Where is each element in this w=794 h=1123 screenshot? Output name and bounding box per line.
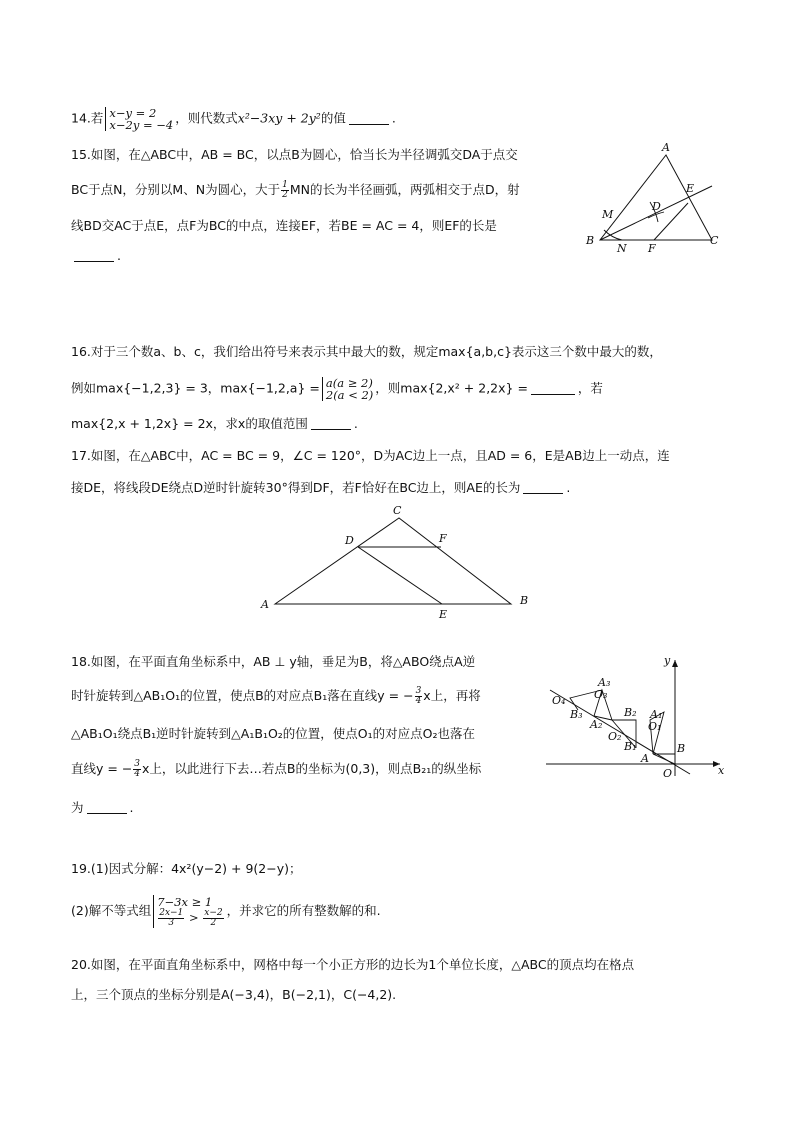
q19-frac-right-num: x−2 bbox=[204, 908, 223, 918]
q15-line2 bbox=[71, 180, 520, 200]
q15-label-b: B bbox=[586, 234, 595, 247]
q14-answer-blank[interactable] bbox=[349, 112, 389, 125]
question-14 bbox=[71, 107, 396, 131]
q15-ray-bd bbox=[600, 186, 712, 240]
q18-line4 bbox=[71, 759, 481, 779]
q15-label-n: N bbox=[617, 242, 627, 255]
q15-label-a: A bbox=[662, 141, 670, 154]
q17-line1: 17.如图，在△ABC中，AC = BC = 9，∠C = 120°，D为AC边上一点，且AD = 6，E是AB边上一动点，连 bbox=[71, 448, 670, 463]
q18-label-b2: B₂ bbox=[624, 706, 637, 719]
q18-figure bbox=[540, 650, 730, 785]
q14-if: 若 bbox=[90, 110, 104, 126]
q18-line3: △AB₁O₁绕点B₁逆时针旋转到△A₁B₁O₂的位置，使点O₁的对应点O₂也落在 bbox=[71, 726, 475, 741]
q15-frac-den: 2 bbox=[282, 190, 288, 200]
q18-label-o3: O₃ bbox=[594, 688, 608, 701]
q15-line3: 线BD交AC于点E，点F为BC的中点，连接EF，若BE = AC = 4，则EF的长是 bbox=[71, 218, 497, 233]
q18-triangle-abo bbox=[653, 754, 675, 764]
q18-label-o2: O₂ bbox=[608, 730, 622, 743]
q14-end: . bbox=[391, 110, 396, 126]
q16-piecewise bbox=[322, 377, 373, 401]
q17-figure bbox=[255, 500, 545, 620]
q18-label-a2: A₂ bbox=[590, 718, 603, 731]
q18-frac1-den: 4 bbox=[415, 696, 422, 706]
q15-line1: 15.如图，在△ABC中，AB = BC，以点B为圆心，恰当长为半径调弧交DA于点交 bbox=[71, 147, 518, 162]
q17-label-b: B bbox=[520, 594, 529, 607]
q18-label-o: O bbox=[663, 767, 673, 780]
q18-frac1-num: 3 bbox=[415, 686, 422, 696]
q20-line2: 上，三个顶点的坐标分别是A(−3,4)，B(−2,1)，C(−4,2). bbox=[71, 987, 397, 1002]
q18-line4-a: 直线y = − bbox=[71, 761, 133, 776]
q18-line2 bbox=[71, 686, 481, 706]
q15-triangle-abc bbox=[600, 155, 712, 240]
q18-label-a: A bbox=[641, 752, 649, 765]
q17-line2-text: 接DE，将线段DE绕点D逆时针旋转30°得到DF，若F恰好在BC边上，则AE的长为 bbox=[71, 480, 521, 495]
q16-answer-blank-2[interactable] bbox=[311, 417, 351, 430]
q16-line1: 16.对于三个数a、b、c，我们给出符号来表示其中最大的数，规定max{a,b,c}表示这三个数中最大的数， bbox=[71, 344, 662, 359]
q15-line4 bbox=[71, 248, 121, 263]
q19-ineq1: 7−3x ≥ 1 bbox=[157, 895, 213, 909]
q16-case2: 2(a < 2) bbox=[325, 388, 374, 402]
q18-line4-b: x上，以此进行下去…若点B的坐标为(0,3)，则点B₂₁的纵坐标 bbox=[142, 761, 482, 776]
q19-frac-left-den: 3 bbox=[168, 918, 175, 928]
q19-inequality-system bbox=[153, 895, 224, 928]
q15-figure bbox=[580, 140, 730, 260]
q16-line3 bbox=[71, 414, 358, 432]
q17-label-f: F bbox=[439, 532, 447, 545]
q18-line5-text: 为 bbox=[71, 800, 84, 815]
q18-label-o1: O₁ bbox=[648, 720, 662, 733]
q16-line3-a: max{2,x + 1,2x} = 2x，求x的取值范围 bbox=[71, 416, 308, 431]
q16-answer-blank-1[interactable] bbox=[531, 382, 575, 395]
q18-label-a3: A₃ bbox=[598, 676, 611, 689]
q19-ineq2: $\frac{2x-1}{3}$ > $\frac{x-2}{2}$ bbox=[159, 908, 223, 928]
q15-fraction bbox=[281, 181, 289, 200]
q16-line2 bbox=[71, 377, 603, 401]
q18-label-b: B bbox=[677, 742, 686, 755]
q17-label-a: A bbox=[261, 598, 269, 611]
q14-eq1: x−y = 2 bbox=[109, 106, 157, 120]
q17-label-e: E bbox=[439, 608, 448, 620]
q18-frac2-den: 4 bbox=[134, 769, 141, 779]
q14-expression: x²−3xy + 2y² bbox=[237, 110, 321, 126]
q18-end: . bbox=[129, 800, 134, 815]
q19-frac-left bbox=[158, 909, 184, 928]
q17-answer-blank[interactable] bbox=[523, 481, 563, 494]
q18-label-b3: B₃ bbox=[570, 708, 583, 721]
q15-end: . bbox=[117, 248, 121, 263]
q20-line1: 20.如图，在平面直角坐标系中，网格中每一个小正方形的边长为1个单位长度，△ABC的顶点均在格点 bbox=[71, 957, 635, 972]
q18-line5 bbox=[71, 798, 134, 816]
q16-line2-a: 例如max{−1,2,3} = 3，max{−1,2,a} = bbox=[71, 380, 320, 396]
q17-triangle-abc bbox=[275, 518, 511, 604]
q18-line2-a: 时针旋转到△AB₁O₁的位置，使点B的对应点B₁落在直线y = − bbox=[71, 688, 414, 703]
q18-answer-blank[interactable] bbox=[87, 801, 127, 814]
q14-equation-system bbox=[105, 107, 173, 131]
q17-label-d: D bbox=[345, 534, 354, 547]
q14-then: ，则代数式 bbox=[175, 110, 238, 126]
q15-frac-num: 1 bbox=[282, 180, 288, 190]
q19-line2-b: ，并求它的所有整数解的和. bbox=[226, 903, 381, 918]
q15-label-d: D bbox=[652, 200, 661, 213]
q18-fraction-2 bbox=[133, 760, 141, 779]
q19-frac-left-num: 2x−1 bbox=[159, 908, 184, 918]
q18-label-b1: B₁ bbox=[624, 740, 637, 753]
q17-end: . bbox=[566, 480, 571, 495]
q14-eq2: x−2y = −4 bbox=[109, 118, 174, 132]
q18-y-arrow bbox=[672, 660, 678, 667]
q17-label-c: C bbox=[393, 504, 402, 517]
q18-label-o4: O₄ bbox=[552, 694, 566, 707]
q15-label-c: C bbox=[710, 234, 719, 247]
q19-frac-right-den: 2 bbox=[210, 918, 217, 928]
q14-number: 14. bbox=[71, 110, 91, 126]
q18-line1: 18.如图，在平面直角坐标系中，AB ⊥ y轴，垂足为B，将△ABO绕点A逆 bbox=[71, 654, 476, 669]
q17-line2 bbox=[71, 478, 570, 496]
q18-frac2-num: 3 bbox=[134, 759, 141, 769]
q18-line2-b: x上，再将 bbox=[423, 688, 481, 703]
q18-fraction-1 bbox=[415, 687, 423, 706]
q19-frac-right bbox=[203, 909, 223, 928]
q15-line2-a: BC于点N，分别以M、N为圆心，大于 bbox=[71, 182, 281, 197]
q15-line2-b: MN的长为半径画弧，两弧相交于点D，射 bbox=[289, 182, 520, 197]
q14-value-of: 的值 bbox=[320, 110, 346, 126]
q19-line2 bbox=[71, 895, 381, 928]
q16-line2-b: ，则max{2,x² + 2,2x} = bbox=[375, 380, 528, 396]
q15-label-f: F bbox=[648, 242, 656, 255]
q16-case1: a(a ≥ 2) bbox=[325, 376, 373, 390]
q19-line2-a: (2)解不等式组 bbox=[71, 903, 152, 918]
q16-line2-c: ，若 bbox=[577, 380, 603, 396]
q15-answer-blank[interactable] bbox=[74, 249, 114, 262]
q18-label-a1: A₁ bbox=[650, 708, 663, 721]
q17-segment-de bbox=[358, 547, 442, 604]
q18-label-y: y bbox=[664, 654, 671, 667]
q16-end: . bbox=[353, 416, 358, 431]
q18-label-x: x bbox=[718, 764, 725, 777]
q15-label-e: E bbox=[686, 182, 695, 195]
q15-label-m: M bbox=[602, 208, 614, 221]
q19-line1: 19.(1)因式分解：4x²(y−2) + 9(2−y)； bbox=[71, 861, 302, 876]
